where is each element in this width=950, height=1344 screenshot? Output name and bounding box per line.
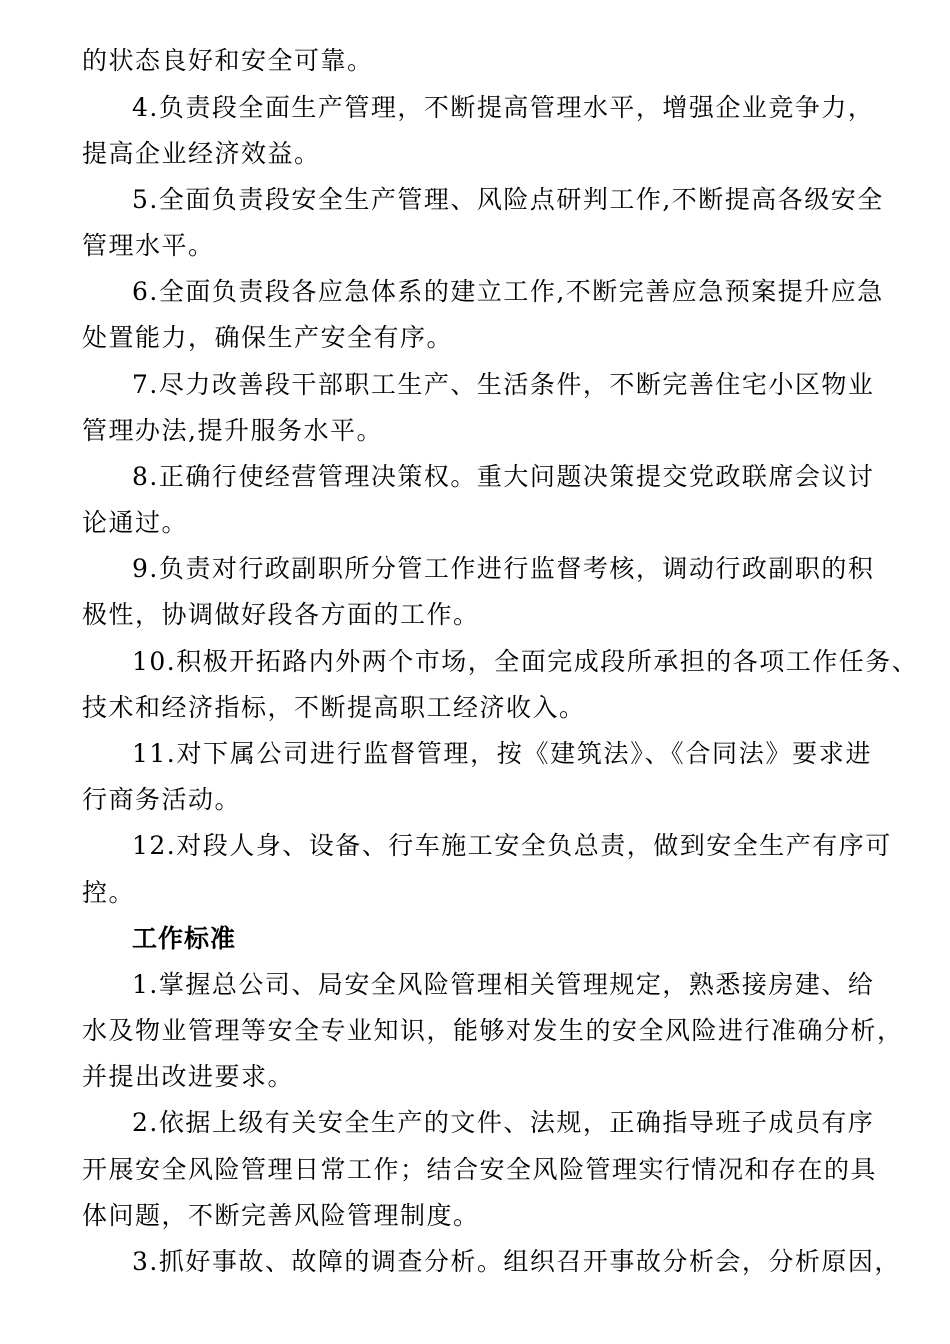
paragraph-line: 3.抓好事故、故障的调查分析。组织召开事故分析会，分析原因，: [132, 1247, 901, 1276]
paragraph-line: 论通过。: [82, 508, 189, 537]
paragraph-line: 管理办法,提升服务水平。: [82, 416, 383, 445]
paragraph-line: 极性，协调做好段各方面的工作。: [82, 600, 480, 629]
paragraph-line: 的状态良好和安全可靠。: [82, 46, 374, 75]
paragraph-line: 水及物业管理等安全专业知识，能够对发生的安全风险进行准确分析，: [82, 1016, 904, 1045]
paragraph-line: 4.负责段全面生产管理，不断提高管理水平，增强企业竞争力，: [132, 93, 875, 122]
paragraph-line: 控。: [82, 878, 136, 907]
paragraph-line: 开展安全风险管理日常工作；结合安全风险管理实行情况和存在的具: [82, 1155, 878, 1184]
paragraph-line: 6.全面负责段各应急体系的建立工作,不断完善应急预案提升应急: [132, 277, 884, 306]
paragraph-line: 处置能力，确保生产安全有序。: [82, 323, 454, 352]
paragraph-line: 行商务活动。: [82, 785, 242, 814]
section-heading: 工作标准: [132, 924, 237, 953]
paragraph-line: 5.全面负责段安全生产管理、风险点研判工作,不断提高各级安全: [132, 185, 884, 214]
paragraph-line: 12.对段人身、设备、行车施工安全负总责，做到安全生产有序可: [132, 831, 892, 860]
paragraph-line: 11.对下属公司进行监督管理，按《建筑法》、《合同法》要求进: [132, 739, 872, 768]
paragraph-line: 体问题，不断完善风险管理制度。: [82, 1201, 480, 1230]
paragraph-line: 提高企业经济效益。: [82, 139, 321, 168]
paragraph-line: 2.依据上级有关安全生产的文件、法规，正确指导班子成员有序: [132, 1108, 875, 1137]
paragraph-line: 10.积极开拓路内外两个市场，全面完成段所承担的各项工作任务、: [132, 647, 919, 676]
paragraph-line: 并提出改进要求。: [82, 1062, 295, 1091]
paragraph-line: 7.尽力改善段干部职工生产、生活条件，不断完善住宅小区物业: [132, 370, 875, 399]
paragraph-line: 1.掌握总公司、局安全风险管理相关管理规定，熟悉接房建、给: [132, 970, 875, 999]
paragraph-line: 技术和经济指标，不断提高职工经济收入。: [82, 693, 586, 722]
paragraph-line: 9.负责对行政副职所分管工作进行监督考核，调动行政副职的积: [132, 554, 875, 583]
paragraph-line: 8.正确行使经营管理决策权。重大问题决策提交党政联席会议讨: [132, 462, 875, 491]
paragraph-line: 管理水平。: [82, 231, 215, 260]
